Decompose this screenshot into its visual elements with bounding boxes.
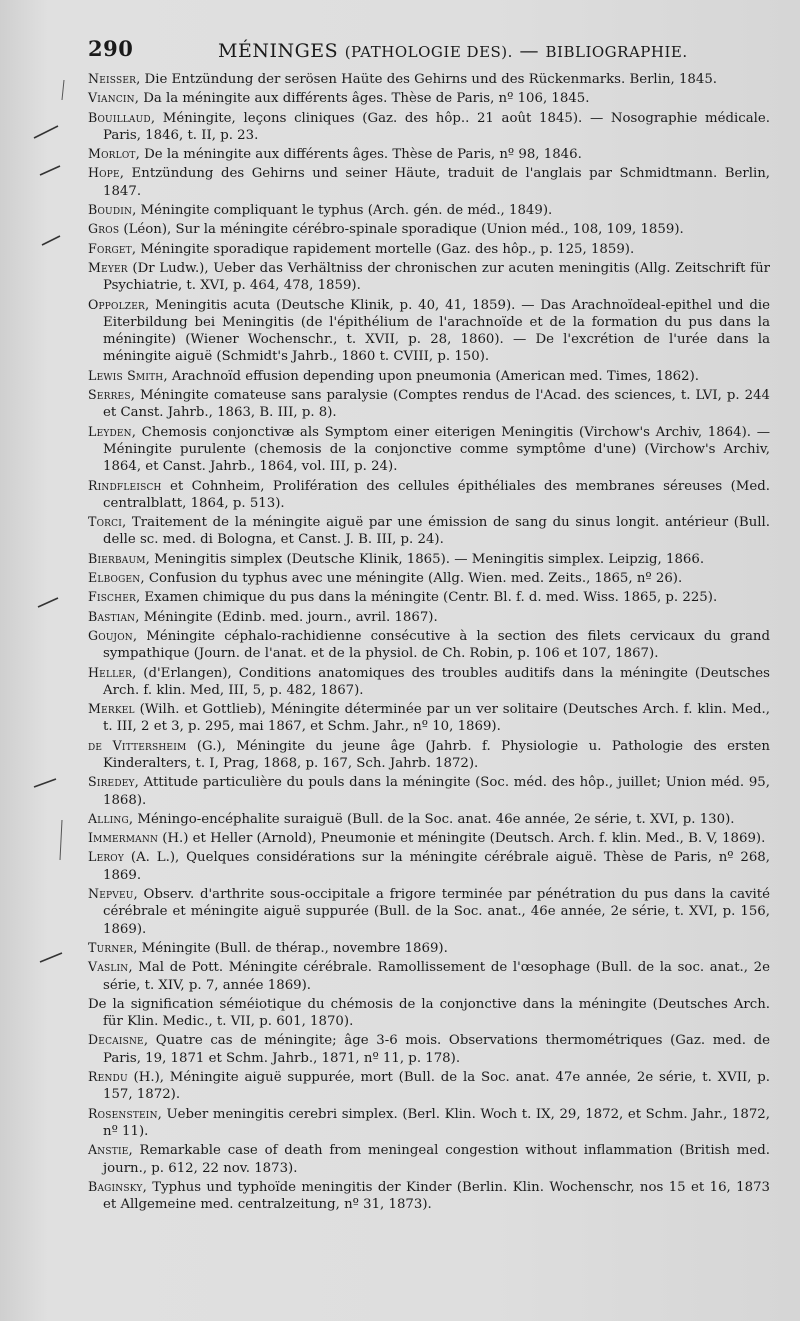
entry-text: (Léon), Sur la méningite cérébro-spinale sporadique (Union méd., 108, 109, 1859). [119, 222, 684, 238]
entry-author: Gros [88, 221, 120, 237]
entry-text: , Traitement de la méningite aiguë par une émission de sang du sinus longit. antérieur (Bull. delle sc. med. di Bologna, et Canst. J. B. III, p. 24). [103, 515, 770, 548]
entry-author: Decaisne [88, 1032, 144, 1048]
bibliography-entry [88, 829, 770, 847]
entry-author: Viancin [88, 90, 135, 106]
entry-author: Immermann [88, 830, 159, 846]
entry-text: , Méningite (Bull. de thérap., novembre 1869). [133, 940, 448, 956]
bibliography-entry [88, 700, 770, 736]
bibliography-entry [88, 145, 770, 163]
entry-author: Vaslin [88, 959, 129, 975]
entry-text: , Méningite céphalo-rachidienne consécutive à la section des filets cervicaux du grand sympathique (Journ. de l'anat. et de la physiol. de Ch. Robin, p. 106 et 107, 1867). [103, 628, 770, 662]
entry-text: , Meningitis simplex (Deutsche Klinik, 1865). — Meningitis simplex. Leipzig, 1866. [145, 551, 705, 567]
bibliography-entry [88, 513, 770, 549]
entry-text: , Typhus und typhoïde meningitis der Kinder (Berlin. Klin. Wochenschr, nos 15 et 16, 1873 et Allgemeine med. centralzeitung, nº 31, 1873). [103, 1179, 770, 1213]
bibliography-entry [88, 608, 770, 626]
entry-text: , Confusion du typhus avec une méningite (Allg. Wien. med. Zeits., 1865, nº 26). [140, 571, 683, 587]
bibliography-entry [88, 89, 770, 107]
entry-text: , Méningo-encéphalite suraiguë (Bull. de la Soc. anat. 46e année, 2e série, t. XVI, p. 130). [128, 811, 735, 827]
entry-text: , Arachnoïd effusion depending upon pneumonia (American med. Times, 1862). [163, 368, 699, 384]
bibliography-entry [88, 1141, 770, 1177]
entry-author: Serres [88, 387, 131, 403]
entry-author: de Vittersheim [88, 737, 187, 753]
entry-author: Turner [88, 939, 134, 955]
entry-text: , Méningite (Edinb. med. journ., avril. 1867). [135, 609, 438, 625]
bibliography-entry [88, 164, 770, 200]
entry-text: , Méningite compliquant le typhus (Arch. gén. de méd., 1849). [132, 203, 553, 219]
entry-text: , Chemosis conjonctivæ als Symptom einer eiterigen Meningitis (Virchow's Archiv, 1864). — Méningite purulente (chemosis de la conjonctive comme symptôme d'une) (Virchow's Archiv, 1864, et Canst. Jahrb., 1864, vol. III, p. 24). [103, 424, 770, 475]
bibliography-entry [88, 885, 770, 938]
entry-author: Rendu [88, 1069, 128, 1085]
bibliography-entry [88, 70, 770, 88]
entry-text: , Observ. d'arthrite sous-occipitale a frigore terminée par pénétration du pus dans la cavité cérébrale et méningite aiguë suppurée (Bull. de la Soc. anat., 46e année, 2e série, t. XVI, p. 156, 1869). [103, 887, 770, 937]
entry-text: , Ueber meningitis cerebri simplex. (Berl. Klin. Woch t. IX, 29, 1872, et Schm. Jahr., 1872, nº 11). [103, 1106, 770, 1139]
entry-author: Bouillaud [88, 109, 151, 125]
entry-author: Lewis Smith [88, 367, 164, 383]
bibliography-entry [88, 1178, 770, 1214]
entry-text: , (d'Erlangen), Conditions anatomiques des troubles auditifs dans la méningite (Deutsches Arch. f. klin. Med, III, 5, p. 482, 1867). [103, 665, 770, 698]
entry-text: (Wilh. et Gottlieb), Méningite déterminée par un ver solitaire (Deutsches Arch. f. klin. Med., t. III, 2 et 3, p. 295, mai 1867, et Schm. Jahr., nº 10, 1869). [103, 702, 770, 735]
bibliography-entry [88, 773, 770, 809]
entry-text: , Quatre cas de méningite; âge 3-6 mois. Observations thermométriques (Gaz. med. de Paris, 19, 1871 et Schm. Jahrb., 1871, nº 11, p. 178). [103, 1033, 770, 1066]
entry-text: , Entzündung des Gehirns und seiner Häute, traduit de l'anglais par Schmidtmann. Berlin, 1847. [103, 166, 770, 199]
entry-author: Baginsky [88, 1178, 143, 1194]
bibliography-entry [88, 995, 770, 1031]
title-paren: (PATHOLOGIE DES). [344, 43, 513, 61]
pencil-margin-marks [0, 0, 90, 1321]
entry-author: Bierbaum [88, 550, 146, 566]
entry-text: De la signification séméiotique du chémosis de la conjonctive dans la méningite (Deutsches Arch. für Klin. Medic., t. VII, p. 601, 1870). [88, 996, 770, 1030]
entry-author: Elbogen [88, 570, 141, 586]
entry-text: , Mal de Pott. Méningite cérébrale. Ramollissement de l'œsophage (Bull. de la soc. anat., 2e série, t. XIV, p. 7, année 1869). [103, 960, 770, 993]
entry-author: Heller [88, 664, 133, 680]
entry-author: Merkel [88, 701, 135, 717]
entry-text: et Cohnheim, Prolifération des cellules épithéliales des membranes séreuses (Med. centralblatt, 1864, p. 513). [103, 478, 770, 511]
entry-author: Leyden [88, 423, 132, 439]
bibliography-entry [88, 664, 770, 700]
page-number: 290 [88, 36, 134, 61]
bibliography-entry [88, 259, 770, 295]
bibliography-list [88, 70, 770, 1213]
bibliography-entry [88, 386, 770, 422]
entry-author: Anstie [88, 1142, 129, 1158]
entry-author: Fischer [88, 589, 136, 605]
title-section: BIBLIOGRAPHIE. [545, 43, 688, 61]
bibliography-entry [88, 220, 770, 238]
entry-author: Leroy [88, 849, 125, 865]
entry-text: , Meningitis acuta (Deutsche Klinik, p. 40, 41, 1859). — Das Arachnoïdeal-epithel und die Eiterbildung bei Meningitis (de l'épithélium de l'arachnoïde et de la formation du pus dans la méningite) (Wiener Wochenschr., t. XVII, p. 28, 1860). — De l'excrétion de l'urée dans la méningite aiguë (Schmidt's Jahrb., 1860 t. CVIII, p. 150). [103, 297, 770, 365]
entry-author: Hope [88, 165, 120, 181]
entry-author: Siredey [88, 774, 135, 790]
bibliography-entry [88, 810, 770, 828]
entry-author: Oppolzer [88, 296, 145, 312]
entry-text: , Méningite sporadique rapidement mortelle (Gaz. des hôp., p. 125, 1859). [131, 241, 635, 257]
entry-text: , Remarkable case of death from meningeal congestion without inflammation (British med. journ., p. 612, 22 nov. 1873). [103, 1143, 770, 1176]
running-header [88, 36, 770, 70]
bibliography-entry [88, 367, 770, 385]
bibliography-entry [88, 569, 770, 587]
entry-text: , Méningite, leçons cliniques (Gaz. des hôp.. 21 août 1845). — Nosographie médicale. Paris, 1846, t. II, p. 23. [103, 110, 770, 143]
bibliography-entry [88, 550, 770, 568]
entry-author: Rindfleisch [88, 477, 162, 493]
entry-text: (G.), Méningite du jeune âge (Jahrb. f. Physiologie u. Pathologie des ersten Kinderalters, t. I, Prag, 1868, p. 167, Sch. Jahrb. 1872). [103, 738, 770, 771]
entry-text: (A. L.), Quelques considérations sur la méningite cérébrale aiguë. Thèse de Paris, nº 268, 1869. [103, 850, 770, 883]
bibliography-entry [88, 848, 770, 884]
entry-text: , De la méningite aux différents âges. Thèse de Paris, nº 98, 1846. [135, 147, 582, 163]
entry-author: Torci [88, 514, 122, 530]
bibliography-entry [88, 477, 770, 513]
running-title [218, 40, 688, 62]
entry-author: Goujon [88, 627, 133, 643]
entry-text: (Dr Ludw.), Ueber das Verhältniss der chronischen zur acuten meningitis (Allg. Zeitschrift für Psychiatrie, t. XVI, p. 464, 478, 1859). [103, 260, 770, 294]
entry-author: Bastian [88, 608, 136, 624]
bibliography-entry [88, 1105, 770, 1141]
bibliography-entry [88, 588, 770, 606]
bibliography-entry [88, 1068, 770, 1104]
entry-author: Meyer [88, 259, 128, 275]
entry-text: , Examen chimique du pus dans la méningite (Centr. Bl. f. d. med. Wiss. 1865, p. 225). [135, 590, 718, 606]
entry-author: Rosenstein [88, 1105, 158, 1121]
entry-text: , Die Entzündung der serösen Haüte des Gehirns und des Rückenmarks. Berlin, 1845. [136, 72, 718, 87]
entry-author: Morlot [88, 146, 136, 162]
entry-text: , Da la méningite aux différents âges. Thèse de Paris, nº 106, 1845. [134, 91, 590, 107]
entry-author: Nepveu [88, 886, 134, 902]
entry-author: Neisser [88, 71, 137, 86]
bibliography-entry [88, 1031, 770, 1067]
entry-text: (H.), Méningite aiguë suppurée, mort (Bull. de la Soc. anat. 47e année, 2e série, t. XVII, p. 157, 1872). [103, 1070, 770, 1103]
entry-text: , Méningite comateuse sans paralysie (Comptes rendus de l'Acad. des sciences, t. LVI, p. 244 et Canst. Jahrb., 1863, B. III, p. 8). [103, 388, 770, 421]
entry-text: (H.) et Heller (Arnold), Pneumonie et méningite (Deutsch. Arch. f. klin. Med., B. V, 1869). [158, 831, 766, 847]
bibliography-entry [88, 296, 770, 366]
bibliography-entry [88, 627, 770, 663]
entry-author: Alling [88, 810, 129, 826]
bibliography-entry [88, 109, 770, 145]
bibliography-entry [88, 240, 770, 258]
entry-author: Boudin [88, 202, 133, 218]
bibliography-entry [88, 737, 770, 773]
title-separator: — [512, 40, 546, 62]
entry-text: , Attitude particulière du pouls dans la méningite (Soc. méd. des hôp., juillet; Union méd. 95, 1868). [103, 775, 770, 808]
bibliography-entry [88, 201, 770, 219]
bibliography-entry [88, 423, 770, 476]
entry-author: Forget [88, 240, 132, 256]
bibliography-entry [88, 939, 770, 957]
title-main: MÉNINGES [218, 40, 339, 62]
bibliography-entry [88, 958, 770, 994]
